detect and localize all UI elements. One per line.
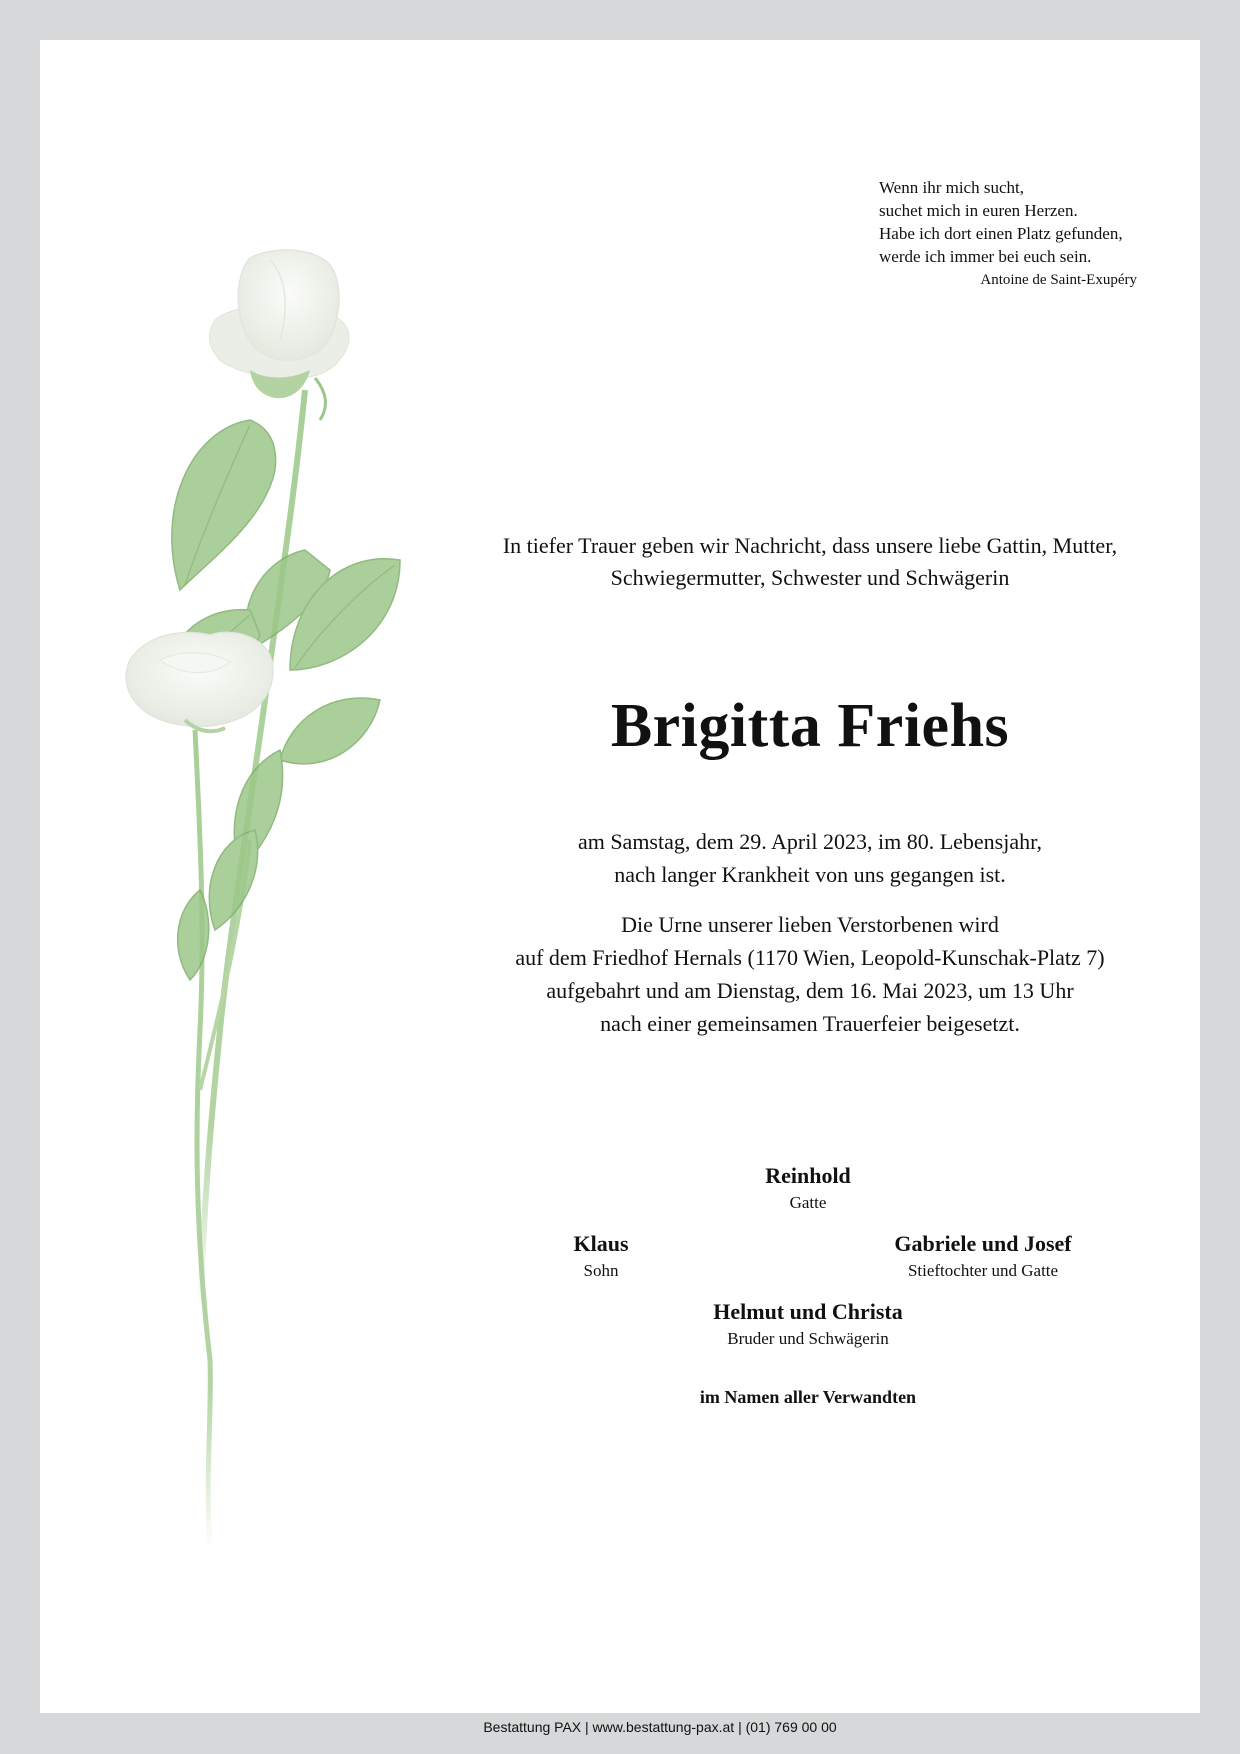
death-notice-line: am Samstag, dem 29. April 2023, im 80. Lebensjahr, xyxy=(577,829,1043,854)
intro-line: In tiefer Trauer geben wir Nachricht, dass unsere liebe Gattin, Mutter, xyxy=(502,533,1118,558)
obituary-page xyxy=(40,40,1200,1735)
mourner-son xyxy=(451,1230,751,1284)
memorial-quote xyxy=(879,176,1189,290)
closing-line: im Namen aller Verwandten xyxy=(699,1387,917,1407)
funeral-notice-line: Die Urne unserer lieben Verstorbenen wird xyxy=(621,912,999,937)
mourner-name: Klaus xyxy=(573,1231,629,1256)
death-notice-line: nach langer Krankheit von uns gegangen ist. xyxy=(614,862,1006,887)
deceased-name: Brigitta Friehs xyxy=(610,692,1010,760)
intro-text xyxy=(430,530,1190,594)
mourner-name: Reinhold xyxy=(765,1163,851,1188)
quote-line: Habe ich dort einen Platz gefunden, xyxy=(879,224,1123,243)
mourner-relation: Bruder und Schwägerin xyxy=(727,1329,889,1348)
mourner-husband xyxy=(658,1162,958,1216)
mourner-relation: Stieftochter und Gatte xyxy=(907,1261,1059,1280)
mourner-name: Helmut und Christa xyxy=(713,1299,903,1324)
quote-line: Wenn ihr mich sucht, xyxy=(879,178,1024,197)
footer-contact: Bestattung PAX | www.bestattung-pax.at | (01) 769 00 00 xyxy=(483,1719,837,1735)
mourner-name: Gabriele und Josef xyxy=(894,1231,1072,1256)
funeral-notice-line: auf dem Friedhof Hernals (1170 Wien, Leopold-Kunschak-Platz 7) xyxy=(515,945,1105,970)
intro-line: Schwiegermutter, Schwester und Schwägerin xyxy=(610,565,1010,590)
funeral-notice-line: aufgebahrt und am Dienstag, dem 16. Mai 2023, um 13 Uhr xyxy=(546,978,1074,1003)
quote-author: Antoine de Saint-Exupéry xyxy=(980,272,1137,288)
mourner-stepdaughter xyxy=(833,1230,1133,1284)
mourner-relation: Gatte xyxy=(789,1193,827,1212)
mourner-relation: Sohn xyxy=(583,1261,619,1280)
funeral-notice xyxy=(430,908,1190,1040)
quote-line: suchet mich in euren Herzen. xyxy=(879,201,1078,220)
mourner-brother xyxy=(658,1298,958,1352)
white-rose-illustration xyxy=(100,230,430,1560)
funeral-notice-line: nach einer gemeinsamen Trauerfeier beigesetzt. xyxy=(600,1011,1020,1036)
death-notice xyxy=(430,825,1190,891)
quote-line: werde ich immer bei euch sein. xyxy=(879,247,1092,266)
